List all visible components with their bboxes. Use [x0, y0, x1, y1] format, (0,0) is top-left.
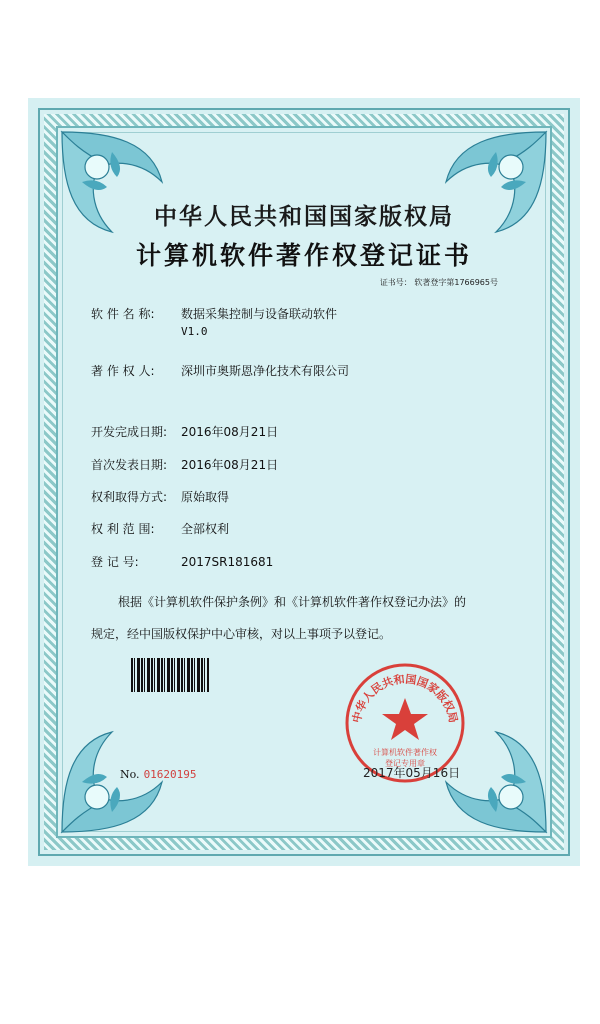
- issue-date: 2017年05月16日: [363, 766, 461, 780]
- certificate: [28, 98, 580, 866]
- field-registration-number: [91, 553, 273, 570]
- field-copyright-owner: [91, 362, 349, 379]
- field-value: 深圳市奥斯恩净化技术有限公司: [181, 364, 350, 378]
- serial-number-label: No.: [120, 768, 140, 781]
- certificate-number: [380, 277, 498, 288]
- body-text-line2: 规定，经中国版权保护中心审核，对以上事项予以登记。: [91, 627, 392, 641]
- field-label: 软 件 名 称:: [91, 307, 155, 321]
- field-label: 权 利 范 围:: [91, 522, 155, 536]
- field-label: 登 记 号:: [91, 555, 139, 569]
- seal-inner-text-1: 计算机软件著作权: [373, 748, 437, 757]
- certificate-number-label: 证书号：: [379, 278, 412, 287]
- field-label: 权利取得方式:: [91, 490, 168, 504]
- serial-number: [120, 768, 197, 781]
- field-label: 开发完成日期:: [91, 425, 168, 439]
- seal-inner-text-2: 登记专用章: [385, 759, 425, 768]
- software-version: V1.0: [181, 325, 208, 338]
- barcode: [131, 658, 209, 692]
- serial-number-value: 01620195: [143, 768, 197, 781]
- seal-outer-text: 中华人民共和国国家版权局: [350, 672, 460, 725]
- certificate-title: 计算机软件著作权登记证书: [135, 241, 472, 270]
- field-label: 著 作 权 人:: [91, 364, 155, 378]
- corner-ornament-icon: [52, 722, 172, 842]
- star-icon: [382, 698, 428, 740]
- field-rights-scope: [91, 520, 229, 537]
- certificate-number-value: 软著登字第1766965号: [414, 278, 498, 287]
- field-value: 原始取得: [181, 490, 230, 504]
- field-value: 全部权利: [181, 522, 230, 536]
- field-value: 2017SR181681: [181, 555, 274, 569]
- field-value: 数据采集控制与设备联动软件: [181, 307, 338, 321]
- field-rights-acquisition: [91, 488, 229, 505]
- field-value: 2016年08月21日: [181, 425, 279, 439]
- field-software-name: [91, 305, 337, 322]
- field-label: 首次发表日期:: [91, 458, 168, 472]
- field-first-publish-date: [91, 456, 278, 473]
- issuer-title: 中华人民共和国国家版权局: [154, 203, 454, 230]
- field-completion-date: [91, 423, 278, 440]
- field-value: 2016年08月21日: [181, 458, 279, 472]
- body-text-line1: 根据《计算机软件保护条例》和《计算机软件著作权登记办法》的: [118, 595, 467, 609]
